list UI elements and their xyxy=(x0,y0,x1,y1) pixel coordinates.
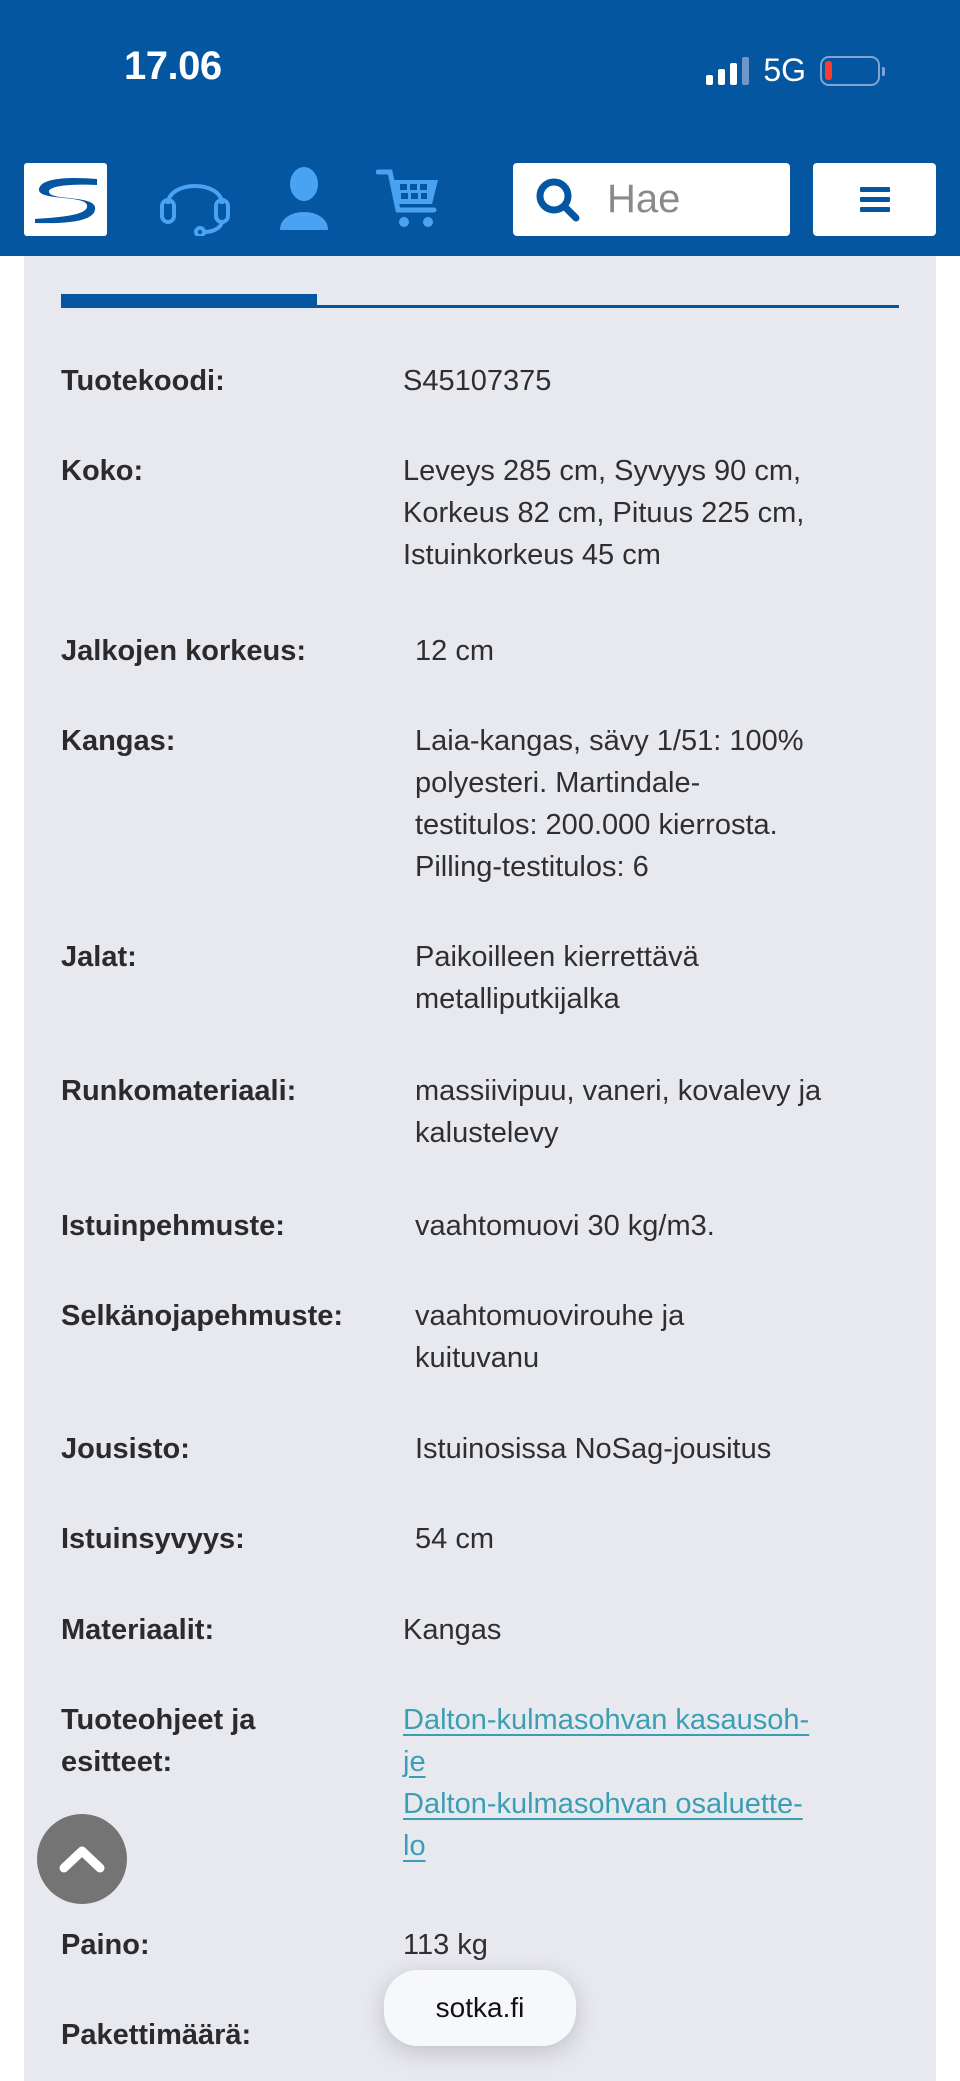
spec-value: Istuinosissa NoSag-jousitus xyxy=(415,1433,772,1465)
spec-value: Paikoilleen kierrettävä metalliputkijalka xyxy=(415,941,699,1015)
spec-row-istuinpehmuste xyxy=(61,1205,901,1247)
spec-value: 54 cm xyxy=(415,1523,494,1555)
spec-row-materiaalit xyxy=(61,1609,901,1651)
spec-row-koko xyxy=(61,450,901,576)
spec-label: Jousisto: xyxy=(61,1433,190,1465)
spec-row-jousisto xyxy=(61,1428,901,1470)
scroll-to-top-button[interactable] xyxy=(37,1814,127,1904)
url-text: sotka.fi xyxy=(435,1992,525,2023)
spec-row-jalat xyxy=(61,936,901,1020)
spec-label: Tuotekoodi: xyxy=(61,365,225,397)
tab-bar xyxy=(61,276,899,292)
spec-label: Koko: xyxy=(61,455,144,487)
spec-label: Tuoteohjeet ja esitteet: xyxy=(61,1704,256,1778)
tab-active-indicator[interactable] xyxy=(61,294,317,308)
spec-label: Selkänojapehmuste: xyxy=(61,1300,344,1332)
user-icon[interactable] xyxy=(276,166,332,237)
spec-value: Kangas xyxy=(403,1614,502,1646)
spec-label: Jalat: xyxy=(61,941,137,973)
spec-value: 113 kg xyxy=(403,1929,488,1961)
s-logo-icon xyxy=(33,175,99,225)
status-indicators xyxy=(706,52,880,89)
network-type: 5G xyxy=(763,52,806,88)
spec-row-kangas xyxy=(61,720,901,888)
spec-label: Kangas: xyxy=(61,725,176,757)
spec-label: Materiaalit: xyxy=(61,1614,215,1646)
status-time: 17.06 xyxy=(124,44,222,88)
spec-row-selkanojapehmuste xyxy=(61,1295,901,1379)
spec-row-tuoteohjeet xyxy=(61,1699,901,1867)
product-details-panel xyxy=(24,256,936,2081)
spec-row-jalkojen-korkeus xyxy=(61,630,901,672)
spec-value: Laia-kangas, sävy 1/51: 100% polyesteri. Martindale- testitulos: 200.000 kierrosta. Pilling-testitulos: 6 xyxy=(415,725,804,883)
spec-value: vaahtomuovi 30 kg/m3. xyxy=(415,1210,715,1242)
spec-value: 12 cm xyxy=(415,635,494,667)
spec-value: vaahtomuovirouhe ja kuituvanu xyxy=(415,1300,685,1374)
logo[interactable] xyxy=(24,163,107,236)
assembly-instructions-link[interactable]: Dalton-kulmasohvan kasausoh- je xyxy=(403,1704,810,1778)
header xyxy=(0,0,960,256)
search-icon[interactable] xyxy=(535,177,581,223)
headset-icon[interactable] xyxy=(156,166,236,241)
spec-label: Runkomateriaali: xyxy=(61,1075,297,1107)
spec-label: Paino: xyxy=(61,1929,150,1961)
nav-bar xyxy=(0,160,960,240)
tab-underline xyxy=(317,305,899,308)
spec-label: Jalkojen korkeus: xyxy=(61,635,306,667)
spec-label: Istuinsyvyys: xyxy=(61,1523,245,1555)
spec-value: massiivipuu, vaneri, kovalevy ja kalustelevy xyxy=(415,1075,822,1149)
spec-row-paino xyxy=(61,1924,901,1966)
parts-list-link[interactable]: Dalton-kulmasohvan osaluette- lo xyxy=(403,1788,803,1862)
spec-row-tuotekoodi xyxy=(61,360,901,402)
spec-row-runkomateriaali xyxy=(61,1070,901,1154)
menu-button[interactable] xyxy=(813,163,936,236)
battery-icon xyxy=(820,56,880,86)
signal-icon xyxy=(706,57,749,85)
spec-row-istuinsyvyys xyxy=(61,1518,901,1560)
spec-label: Istuinpehmuste: xyxy=(61,1210,285,1242)
search-box[interactable] xyxy=(513,163,790,236)
spec-value: S45107375 xyxy=(403,365,552,397)
cart-icon[interactable] xyxy=(376,166,442,237)
chevron-up-icon xyxy=(58,1844,106,1874)
hamburger-icon xyxy=(860,187,890,192)
spec-label: Pakettimäärä: xyxy=(61,2019,252,2051)
spec-value xyxy=(403,1699,901,1867)
browser-url-pill[interactable] xyxy=(384,1970,576,2046)
search-input[interactable] xyxy=(607,177,767,222)
spec-value: Leveys 285 cm, Syvyys 90 cm, Korkeus 82 cm, Pituus 225 cm, Istuinkorkeus 45 cm xyxy=(403,455,805,571)
